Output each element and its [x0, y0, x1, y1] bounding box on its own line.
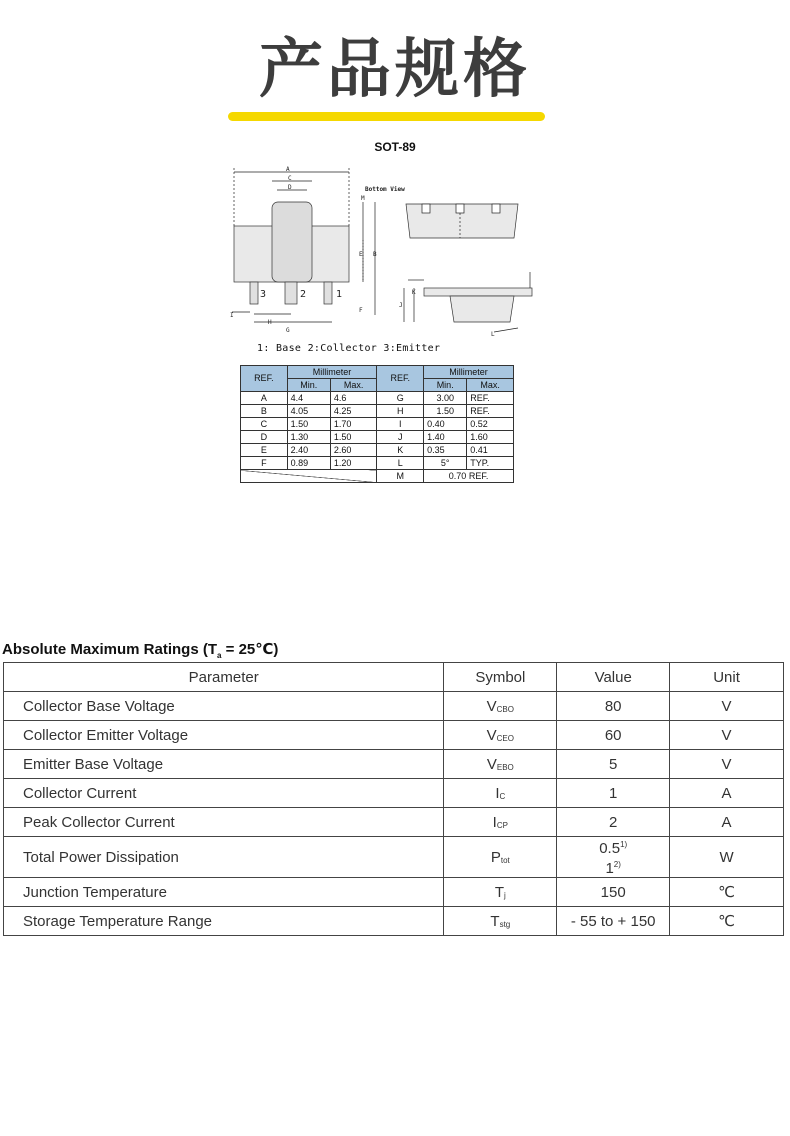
table-row [4, 808, 784, 837]
symbol-subscript: EBO [496, 762, 514, 772]
dim-letter-c: C [288, 175, 292, 182]
min-cell: 0.89 [287, 457, 330, 470]
max-cell: 2.60 [330, 444, 377, 457]
table-row [4, 750, 784, 779]
table-row [241, 418, 514, 431]
ref-cell: L [377, 457, 424, 470]
pin-number-2: 2 [300, 289, 307, 300]
value-cell: 1 [557, 779, 670, 808]
value-cell: 3.00 [424, 392, 467, 405]
parameter-cell: Emitter Base Voltage [4, 750, 444, 779]
parameter-cell: Collector Current [4, 779, 444, 808]
symbol-subscript: CEO [496, 733, 514, 743]
symbol-cell [444, 750, 557, 779]
value-cell: 0.41 [467, 444, 514, 457]
ref-cell: D [241, 431, 288, 444]
ref-cell: M [377, 470, 424, 483]
min-cell: 4.4 [287, 392, 330, 405]
parameter-cell: Peak Collector Current [4, 808, 444, 837]
ratings-title-text: Absolute Maximum Ratings (T [2, 641, 218, 658]
dim-letter-d: D [288, 184, 292, 191]
footnote-ref-2: 2) [613, 860, 621, 869]
symbol-text: P [490, 848, 501, 866]
min-cell: 1.50 [287, 418, 330, 431]
parameter-cell: Total Power Dissipation [4, 837, 444, 878]
table-row [4, 837, 784, 878]
millimeter-header: Millimeter [287, 366, 377, 379]
symbol-subscript: stg [499, 919, 511, 929]
dim-letter-h: H [268, 319, 272, 326]
symbol-cell [444, 907, 557, 936]
table-row [4, 779, 784, 808]
table-row [4, 692, 784, 721]
table-row [241, 431, 514, 444]
value-cell: 5 [557, 750, 670, 779]
dim-letter-k: K [412, 289, 416, 296]
value-cell [557, 837, 670, 878]
symbol-text: I [495, 784, 500, 802]
max-cell: 1.20 [330, 457, 377, 470]
max-cell: 1.50 [330, 431, 377, 444]
symbol-cell [444, 779, 557, 808]
symbol-cell [444, 692, 557, 721]
unit-cell: ℃ [670, 878, 784, 907]
symbol-cell [444, 837, 557, 878]
value-cell: 150 [557, 878, 670, 907]
unit-cell: W [670, 837, 784, 878]
min-cell: 1.30 [287, 431, 330, 444]
value-header: Value [557, 663, 670, 692]
value-cell: 0.40 [424, 418, 467, 431]
page-title: 产品规格 [259, 33, 531, 107]
value-cell: REF. [467, 392, 514, 405]
parameter-cell: Junction Temperature [4, 878, 444, 907]
value-cell: TYP. [467, 457, 514, 470]
package-name: SOT-89 [374, 140, 416, 154]
value-cell: 1.40 [424, 431, 467, 444]
millimeter-header-2: Millimeter [424, 366, 514, 379]
max-cell: 1.70 [330, 418, 377, 431]
package-outline-drawing [228, 160, 538, 342]
symbol-subscript: j [504, 890, 506, 900]
value-cell: 2 [557, 808, 670, 837]
ref-header-2: REF. [377, 366, 424, 392]
value-cell: 1.60 [467, 431, 514, 444]
ref-header: REF. [241, 366, 288, 392]
ratings-title-subscript: a [217, 651, 222, 660]
dim-letter-i: I [230, 312, 234, 319]
value-cell: 0.52 [467, 418, 514, 431]
table-row [4, 878, 784, 907]
max-cell: 4.25 [330, 405, 377, 418]
min-header: Min. [287, 379, 330, 392]
dim-letter-m: M [361, 195, 365, 202]
value-cell: 0.35 [424, 444, 467, 457]
footnote-ref: 1) [620, 840, 628, 849]
table-row [241, 457, 514, 470]
ref-cell: G [377, 392, 424, 405]
dim-letter-l: L [491, 331, 495, 338]
parameter-cell: Collector Emitter Voltage [4, 721, 444, 750]
table-header-row [4, 663, 784, 692]
table-row [241, 470, 514, 483]
dim-letter-e: E [359, 251, 363, 258]
parameter-header: Parameter [4, 663, 444, 692]
ref-cell: A [241, 392, 288, 405]
value-cell: - 55 to + 150 [557, 907, 670, 936]
empty-diagonal-cell [241, 470, 377, 483]
dimension-table [240, 365, 514, 483]
parameter-cell: Collector Base Voltage [4, 692, 444, 721]
unit-header: Unit [670, 663, 784, 692]
unit-cell: ℃ [670, 907, 784, 936]
unit-cell: V [670, 692, 784, 721]
unit-cell: V [670, 721, 784, 750]
ratings-table [3, 662, 784, 936]
pin-number-3: 3 [260, 289, 267, 300]
symbol-cell [444, 721, 557, 750]
dim-letter-b: B [373, 251, 377, 258]
table-row [241, 405, 514, 418]
dim-letter-g: G [286, 327, 290, 334]
table-row [4, 721, 784, 750]
symbol-subscript: C [499, 791, 506, 801]
pin-legend: 1: Base 2:Collector 3:Emitter [257, 343, 441, 354]
symbol-subscript: CP [496, 820, 508, 830]
ratings-title-suffix: = 25℃) [221, 641, 279, 658]
symbol-text: V [486, 755, 497, 773]
dim-letter-f: F [359, 307, 363, 314]
ratings-title [2, 640, 278, 660]
unit-cell: A [670, 779, 784, 808]
symbol-header: Symbol [444, 663, 557, 692]
value-text: 0.5 [599, 840, 621, 857]
ref-cell: B [241, 405, 288, 418]
symbol-text: V [486, 726, 497, 744]
value-cell: 80 [557, 692, 670, 721]
symbol-text: I [492, 813, 497, 831]
table-row [241, 392, 514, 405]
symbol-text: V [486, 697, 497, 715]
max-header-2: Max. [467, 379, 514, 392]
ref-cell: H [377, 405, 424, 418]
value-cell: 60 [557, 721, 670, 750]
value-cell: REF. [467, 405, 514, 418]
table-row [241, 444, 514, 457]
symbol-subscript: CBO [496, 704, 514, 714]
pin-number-1: 1 [336, 289, 343, 300]
min-cell: 4.05 [287, 405, 330, 418]
parameter-cell: Storage Temperature Range [4, 907, 444, 936]
ref-cell: J [377, 431, 424, 444]
ref-cell: F [241, 457, 288, 470]
bottom-view-label: Bottom View [365, 186, 405, 193]
ref-cell: C [241, 418, 288, 431]
title-underline [228, 112, 545, 121]
symbol-text: T [494, 883, 505, 901]
dim-letter-j: J [399, 302, 403, 309]
value-cell: 1.50 [424, 405, 467, 418]
max-header: Max. [330, 379, 377, 392]
symbol-subscript: tot [500, 855, 510, 865]
value-cell: 0.70 REF. [424, 470, 514, 483]
symbol-text: T [490, 912, 500, 930]
table-row [4, 907, 784, 936]
min-header-2: Min. [424, 379, 467, 392]
ref-cell: I [377, 418, 424, 431]
ref-cell: E [241, 444, 288, 457]
dim-letter-a: A [286, 166, 290, 173]
unit-cell: A [670, 808, 784, 837]
value-text-2: 1 [605, 860, 614, 877]
max-cell: 4.6 [330, 392, 377, 405]
symbol-cell [444, 808, 557, 837]
symbol-cell [444, 878, 557, 907]
ref-cell: K [377, 444, 424, 457]
min-cell: 2.40 [287, 444, 330, 457]
value-cell: 5° [424, 457, 467, 470]
unit-cell: V [670, 750, 784, 779]
